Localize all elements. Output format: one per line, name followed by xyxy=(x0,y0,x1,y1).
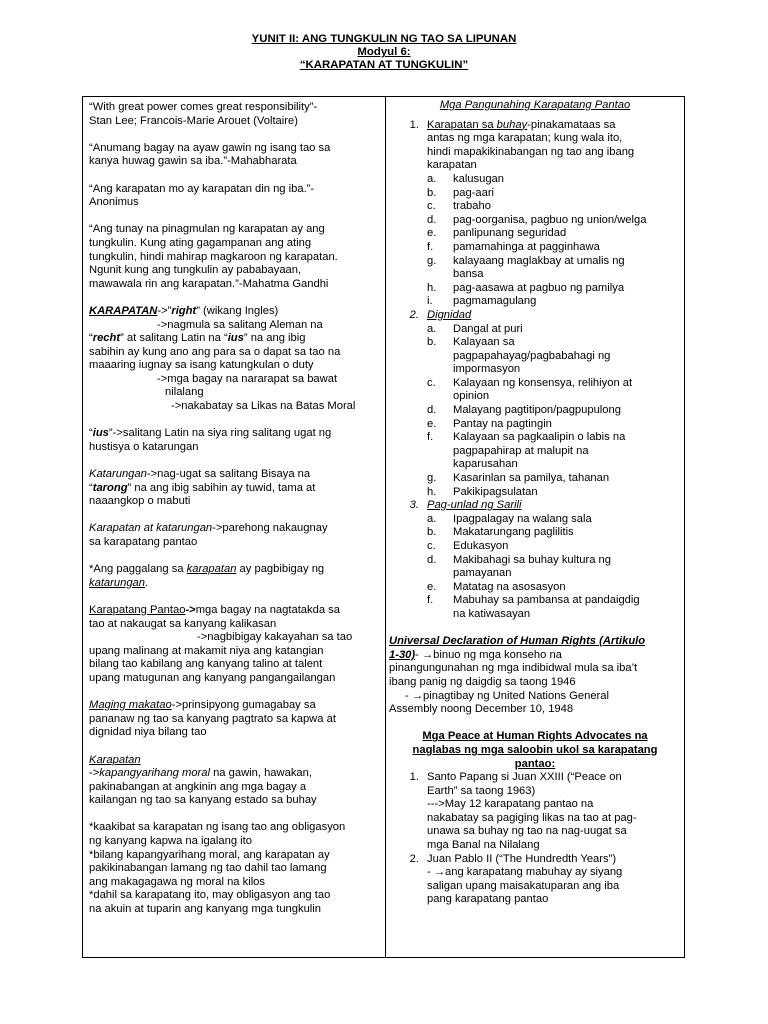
ius-definition: “ius”->salitang Latin na siya ring salitang ugat ng hustisya o katarungan xyxy=(89,427,332,453)
list-item-text: bansa xyxy=(453,268,484,281)
advocate-line xyxy=(389,853,681,867)
dignidad-subitems xyxy=(389,323,681,500)
module-title: “KARAPATAN AT TUNGKULIN” xyxy=(299,59,469,71)
buhay-subitem-line xyxy=(389,227,681,241)
unit-title: YUNIT II: ANG TUNGKULIN NG TAO SA LIPUNAN xyxy=(251,33,517,45)
advocate-number xyxy=(389,866,427,880)
list-letter: d. xyxy=(427,213,437,226)
advocate-number xyxy=(389,798,427,812)
list-letter: a. xyxy=(427,172,437,185)
dignidad-subitem-line xyxy=(389,472,681,486)
maging-makatao-definition: Maging makatao->prinsipyong gumagabay sa pananaw ng tao sa kanyang pagtrato sa kapwa at dignidad niya bilang tao xyxy=(89,699,336,739)
advocate-text: saligan upang maisakatuparan ang iba xyxy=(427,879,620,892)
list-letter: f. xyxy=(427,240,434,253)
list-letter: g. xyxy=(427,254,437,267)
list-item-text: pag-aasawa at pagbuo ng pamilya xyxy=(453,281,625,294)
right-item-buhay: 1. Karapatan sa buhay-pinakamataas sa antas ng mga karapatan; kung wala ito, hindi mapakikinabangan ng tao ang ibang karapatan a. kalusugan b. pag-aari c. trabaho d. pag-oorganisa, pagbuo ng union/welga e. panlipunang seguridad f. pamamahinga at pagginhawa g. kalayaang maglakbay at umalis ng bansa h. pag-aasawa at pagbuo ng pamilya i. pagmamagulang xyxy=(389,119,681,309)
dignidad-subitem-line xyxy=(389,390,681,404)
list-item-text: panlipunang seguridad xyxy=(453,227,567,240)
list-letter: d. xyxy=(427,404,437,417)
list-item-text: Kalayaan ng konsensya, relihiyon at xyxy=(453,376,633,389)
list-letter: e. xyxy=(427,580,437,593)
pag-unlad-subitem-line xyxy=(389,608,681,622)
advocate-text: Santo Papang si Juan XXIII (“Peace on xyxy=(427,771,622,784)
module-label: Modyul 6: xyxy=(357,46,411,58)
karapatan-katarungan: Karapatan at katarungan->parehong nakaugnay sa karapatang pantao xyxy=(89,522,328,548)
advocate-line xyxy=(389,866,681,880)
term-karapatan: KARAPATAN xyxy=(89,304,158,317)
advocate-number xyxy=(389,880,427,894)
advocate-number: 2. xyxy=(409,852,419,865)
list-letter xyxy=(389,390,453,404)
list-item-text: pag-aari xyxy=(453,186,495,199)
pag-unlad-subitem-line xyxy=(389,567,681,581)
list-item-text: pagpapahayag/pagbabahagi ng xyxy=(453,349,611,362)
list-letter: h. xyxy=(427,281,437,294)
list-item-text: Edukasyon xyxy=(453,540,509,552)
advocate-number xyxy=(389,825,427,839)
list-letter: d. xyxy=(427,553,437,566)
advocate-text: --->May 12 karapatang pantao na xyxy=(427,798,594,811)
list-item-text: Kalayaan sa pagkaalipin o labis na xyxy=(453,431,626,444)
list-letter xyxy=(389,445,453,459)
advocate-text: - →ang karapatang mabuhay ay siyang xyxy=(427,866,623,879)
list-letter: e. xyxy=(427,417,437,430)
advocate-text: Juan Pablo II (“The Hundredth Years”) xyxy=(427,852,617,865)
list-item-text: Matatag na asosasyon xyxy=(453,580,566,593)
katarungan-definition: Katarungan->nag-ugat sa salitang Bisaya na “tarong” na ang ibig sabihin ay tuwid, tama at naaangkop o mabuti xyxy=(89,468,316,508)
list-letter: g. xyxy=(427,472,437,485)
list-letter: e. xyxy=(427,227,437,240)
term-katarungan: Katarungan xyxy=(89,468,147,481)
list-letter xyxy=(389,350,453,364)
dignidad-subitem-line xyxy=(389,404,681,418)
advocate-line xyxy=(389,771,681,785)
list-letter: c. xyxy=(427,540,436,552)
emphasis-note: *Ang paggalang sa karapatan ay pagbibigay ng katarungan. xyxy=(89,563,325,589)
dignidad-subitem-line xyxy=(389,486,681,500)
list-letter xyxy=(389,268,453,282)
list-item-text: na katiwasayan xyxy=(453,607,531,620)
list-letter: b. xyxy=(427,336,437,349)
list-letter xyxy=(389,567,453,581)
dignidad-subitem-line xyxy=(389,445,681,459)
list-letter: f. xyxy=(427,431,434,444)
list-item-text: Mabuhay sa pambansa at pandaigdig xyxy=(453,594,640,607)
karapatan-moral-definition: Karapatan ->kapangyarihang moral na gawin, hawakan, pakinabangan at angkinin ang mga bagay a kailangan ng tao sa kanyang estado sa buhay xyxy=(89,753,317,807)
list-item-text: kaparusahan xyxy=(453,458,518,471)
left-column xyxy=(89,101,379,917)
udhr-section: Universal Declaration of Human Rights (Artikulo 1-30)- →binuo ng mga konseho na pinangungunahan ng mga indibidwal mula sa iba’t ibang panig ng daigdig sa taong 1946 - →pinagtibay ng United Nations General Assembly noong December 10, 1948 xyxy=(389,635,646,716)
right-item-pag-unlad: 3. Pag-unlad ng Sarili a. Ipagpalagay na walang sala b. Makatarungang paglilitis c. Edukasyon d. Makibahagi sa buhay kultura ng pamayanan e. Matatag na asosasyon f. Mabuhay sa pambansa at pandaigdig na katiwasayan xyxy=(389,499,681,621)
advocate-number xyxy=(389,812,427,826)
pag-unlad-subitem-line xyxy=(389,594,681,608)
list-item-text: Kalayaan sa xyxy=(453,336,515,349)
pag-unlad-subitem-line xyxy=(389,526,681,540)
list-item-text: pag-oorganisa, pagbuo ng union/welga xyxy=(453,213,647,226)
karapatan-definition: KARAPATAN->”right” (wikang Ingles) ->nagmula sa salitang Aleman na “recht” at salitang Latin na “ius” na ang ibig sabihin ay kung ano ang para sa o dapat sa tao na maaaring iugnay sa isang katungkulan o duty ->mga bagay na nararapat sa bawat nilalang ->nakabatay sa Likas na Batas Moral xyxy=(89,304,356,413)
advocate-line xyxy=(389,893,681,907)
list-item-text: pamamahinga at pagginhawa xyxy=(453,240,600,253)
advocate-text: mga Banal na Nilalang xyxy=(427,839,540,852)
advocates-section: Mga Peace at Human Rights Advocates na naglabas ng mga saloobin ukol sa karapatang pantao: 1. Santo Papang si Juan XXIII (“Peace on Earth” sa taong 1963) --->May 12 karapatang pantao na nakabatay sa pagiging likas na tao at pag- unawa sa buhay ng tao na nag-uugat sa mga Banal na Nilalang 2. Juan Pablo II (“The Hundredth Years”) - →ang karapatang mabuhay ay siyang saligan upang maisakatuparan ang iba pang karapatang pantao xyxy=(389,730,681,907)
advocate-line xyxy=(389,785,681,799)
buhay-subitem-line xyxy=(389,282,681,296)
list-item-text: Kasarinlan sa pamilya, tahanan xyxy=(453,472,610,485)
quote-stan-lee: “With great power comes great responsibility”- Stan Lee; Francois-Marie Arouet (Voltaire) xyxy=(89,101,318,127)
karapatan-notes: *kaakibat sa karapatan ng isang tao ang obligasyon ng kanyang kapwa na igalang ito *bilang kapangyarihang moral, ang karapatan ay pakikinabangan lamang ng tao dahil tao lamang ang makagagawa ng moral na kilos *dahil sa karapatang ito, may obligasyon ang tao na akuin at tuparin ang kanyang mga tungkulin xyxy=(89,821,346,916)
list-letter xyxy=(389,608,453,622)
list-letter: b. xyxy=(427,186,437,199)
list-item-text: pagmamagulang xyxy=(453,295,537,308)
karapatang-pantao-definition: Karapatang Pantao->mga bagay na nagtatakda sa tao at nakaugat sa kanyang kalikasan ->nagbibigay kakayahan sa tao upang malinang at makamit niya ang katangian bilang tao kabilang ang kanyang talino at talent upang matugunan ang kanyang pangangailangan xyxy=(89,603,353,684)
buhay-subitem-line xyxy=(389,200,681,214)
advocate-text: pang karapatang pantao xyxy=(427,893,549,906)
buhay-subitem-line xyxy=(389,241,681,255)
list-item-text: pagpapahirap at malupit na xyxy=(453,444,589,457)
list-item-text: Pantay na pagtingin xyxy=(453,417,552,430)
pag-unlad-subitem-line xyxy=(389,540,681,554)
right-column xyxy=(389,99,681,907)
advocate-number xyxy=(389,893,427,907)
dignidad-subitem-line xyxy=(389,431,681,445)
advocate-number xyxy=(389,839,427,853)
list-letter xyxy=(389,363,453,377)
content-table xyxy=(82,96,685,958)
list-item-text: impormasyon xyxy=(453,363,521,376)
buhay-subitem-line xyxy=(389,173,681,187)
advocate-text: unawa sa buhay ng tao na nag-uugat sa xyxy=(427,825,627,838)
list-letter xyxy=(389,458,453,472)
advocate-text: nakabatay sa pagiging likas na tao at pag- xyxy=(427,811,637,824)
dignidad-subitem-line xyxy=(389,336,681,350)
dignidad-subitem-line xyxy=(389,323,681,337)
list-item-text: Dangal at puri xyxy=(453,322,523,335)
pag-unlad-subitem-line xyxy=(389,513,681,527)
right-item-dignidad: 2. Dignidad a. Dangal at puri b. Kalayaan sa pagpapahayag/pagbabahagi ng impormasyon c. Kalayaan ng konsensya, relihiyon at opinion d. Malayang pagtitipon/pagpupulong e. Pantay na pagtingin f. Kalayaan sa pagkaalipin o labis na pagpapahirap at malupit na kaparusahan g. Kasarinlan sa pamilya, tahanan h. Pakikipagsulatan xyxy=(389,309,681,499)
buhay-subitems xyxy=(389,173,681,309)
list-letter: a. xyxy=(427,512,437,525)
list-letter: i. xyxy=(427,295,433,308)
advocate-number: 1. xyxy=(409,771,419,784)
list-item-text: Makibahagi sa buhay kultura ng xyxy=(453,553,611,566)
quote-anonimus: “Ang karapatan mo ay karapatan din ng iba.”- Anonimus xyxy=(89,182,315,209)
advocate-line xyxy=(389,798,681,812)
list-item-text: Ipagpalagay na walang sala xyxy=(453,512,592,525)
advocate-text: Earth” sa taong 1963) xyxy=(427,784,536,797)
list-letter: h. xyxy=(427,485,437,498)
buhay-subitem-line xyxy=(389,214,681,228)
list-letter: b. xyxy=(427,526,437,539)
advocate-line xyxy=(389,880,681,894)
pag-unlad-subitem-line xyxy=(389,554,681,568)
advocate-line xyxy=(389,812,681,826)
rights-heading: Mga Pangunahing Karapatang Pantao xyxy=(439,99,631,111)
advocate-number xyxy=(389,785,427,799)
buhay-subitem-line xyxy=(389,255,681,269)
list-item-text: pamayanan xyxy=(453,567,512,580)
column-divider xyxy=(385,97,386,957)
list-item-text: Makatarungang paglilitis xyxy=(453,526,574,539)
list-letter: a. xyxy=(427,322,437,335)
list-item-text: opinion xyxy=(453,390,490,403)
advocates-list xyxy=(389,771,681,907)
buhay-subitem-line xyxy=(389,295,681,309)
list-item-text: kalayaang maglakbay at umalis ng xyxy=(453,254,625,267)
dignidad-subitem-line xyxy=(389,458,681,472)
pag-unlad-subitem-line xyxy=(389,581,681,595)
dignidad-subitem-line xyxy=(389,363,681,377)
buhay-subitem-line xyxy=(389,268,681,282)
list-item-text: Malayang pagtitipon/pagpupulong xyxy=(453,404,621,417)
dignidad-subitem-line xyxy=(389,418,681,432)
quote-mahabharata: “Anumang bagay na ayaw gawin ng isang tao sa kanya huwag gawin sa iba.”-Mahabharata xyxy=(89,141,331,168)
list-letter: f. xyxy=(427,594,434,607)
advocate-line xyxy=(389,839,681,853)
dignidad-subitem-line xyxy=(389,350,681,364)
list-letter: c. xyxy=(427,376,436,389)
buhay-subitem-line xyxy=(389,187,681,201)
advocate-line xyxy=(389,825,681,839)
list-item-text: trabaho xyxy=(453,200,491,213)
list-item-text: Pakikipagsulatan xyxy=(453,485,538,498)
list-letter: c. xyxy=(427,200,436,213)
dignidad-subitem-line xyxy=(389,377,681,391)
quote-gandhi: “Ang tunay na pinagmulan ng karapatan ay ang tungkulin. Kung ating gagampanan ang ating tungkulin, hindi mahirap magkaroon ng karapatan. Ngunit kung ang tungkulin ay pababayaan, mawawala rin ang karapatan.”-Mahatma Gandhi xyxy=(89,223,338,290)
list-item-text: kalusugan xyxy=(453,172,505,185)
pag-unlad-subitems xyxy=(389,513,681,622)
